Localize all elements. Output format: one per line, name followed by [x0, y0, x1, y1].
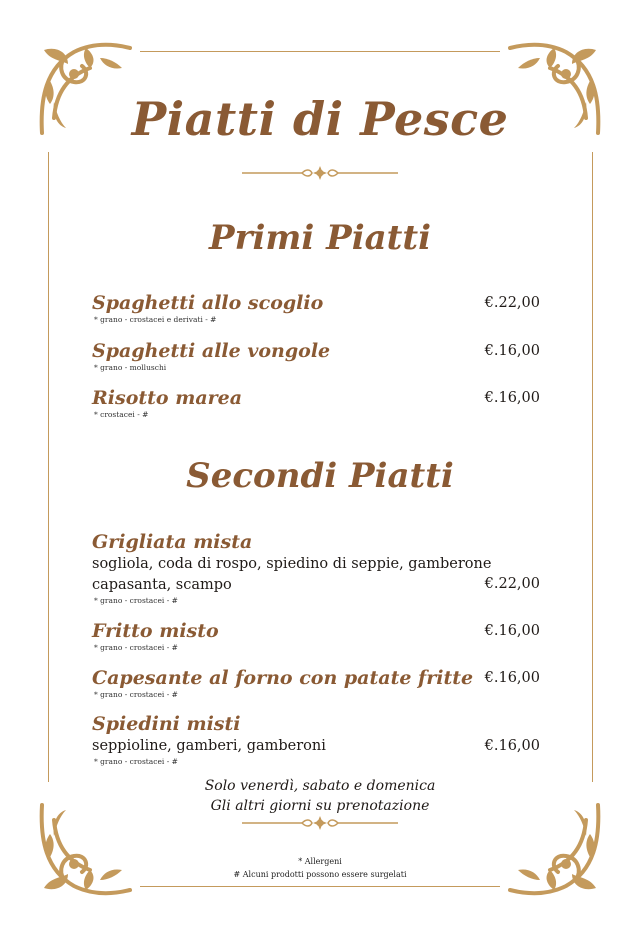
ornamental-divider-icon: [240, 166, 400, 180]
item-allergens: * grano - molluschi: [94, 363, 167, 372]
menu-item: [92, 339, 544, 373]
item-price: €.22,00: [484, 576, 540, 592]
menu-item: [92, 291, 544, 325]
item-allergens: * grano - crostacei - #: [94, 757, 178, 766]
availability-note: Solo venerdì, sabato e domenica: [204, 778, 436, 794]
item-name: Spaghetti allo scoglio: [92, 292, 324, 314]
item-price: €.16,00: [484, 623, 540, 639]
menu-item: [92, 619, 544, 653]
frozen-products-note: # Alcuni prodotti possono essere surgelati: [233, 870, 407, 879]
item-description: seppioline, gamberi, gamberoni: [92, 738, 326, 754]
item-name: Fritto misto: [92, 620, 219, 642]
item-description: sogliola, coda di rospo, spiedino di seppie, gamberone: [92, 556, 492, 572]
item-price: €.16,00: [484, 670, 540, 686]
menu-item: [92, 712, 544, 767]
page-title: Piatti di Pesce: [131, 92, 509, 146]
item-description: capasanta, scampo: [92, 577, 232, 593]
item-name: Capesante al forno con patate fritte: [92, 667, 474, 689]
item-allergens: * crostacei - #: [94, 410, 149, 419]
item-name: Risotto marea: [92, 387, 243, 409]
item-allergens: * grano - crostacei - #: [94, 596, 178, 605]
item-allergens: * grano - crostacei e derivati - #: [94, 315, 217, 324]
menu-item: [92, 666, 544, 700]
item-name: Spiedini misti: [92, 713, 241, 735]
menu-item: [92, 530, 544, 606]
item-name: Grigliata mista: [92, 531, 253, 553]
item-price: €.22,00: [484, 295, 540, 311]
allergen-legend: * Allergeni: [298, 857, 342, 866]
item-price: €.16,00: [484, 390, 540, 406]
section-title-secondi: Secondi Piatti: [186, 456, 454, 496]
item-allergens: * grano - crostacei - #: [94, 690, 178, 699]
item-price: €.16,00: [484, 738, 540, 754]
menu-item: [92, 386, 544, 420]
item-price: €.16,00: [484, 343, 540, 359]
ornamental-divider-icon: [240, 816, 400, 830]
frame-bottom-line: [140, 886, 500, 887]
frame-top-line: [140, 51, 500, 52]
item-allergens: * grano - crostacei - #: [94, 643, 178, 652]
section-title-primi: Primi Piatti: [209, 218, 431, 258]
item-name: Spaghetti alle vongole: [92, 340, 331, 362]
reservation-note: Gli altri giorni su prenotazione: [210, 798, 430, 814]
